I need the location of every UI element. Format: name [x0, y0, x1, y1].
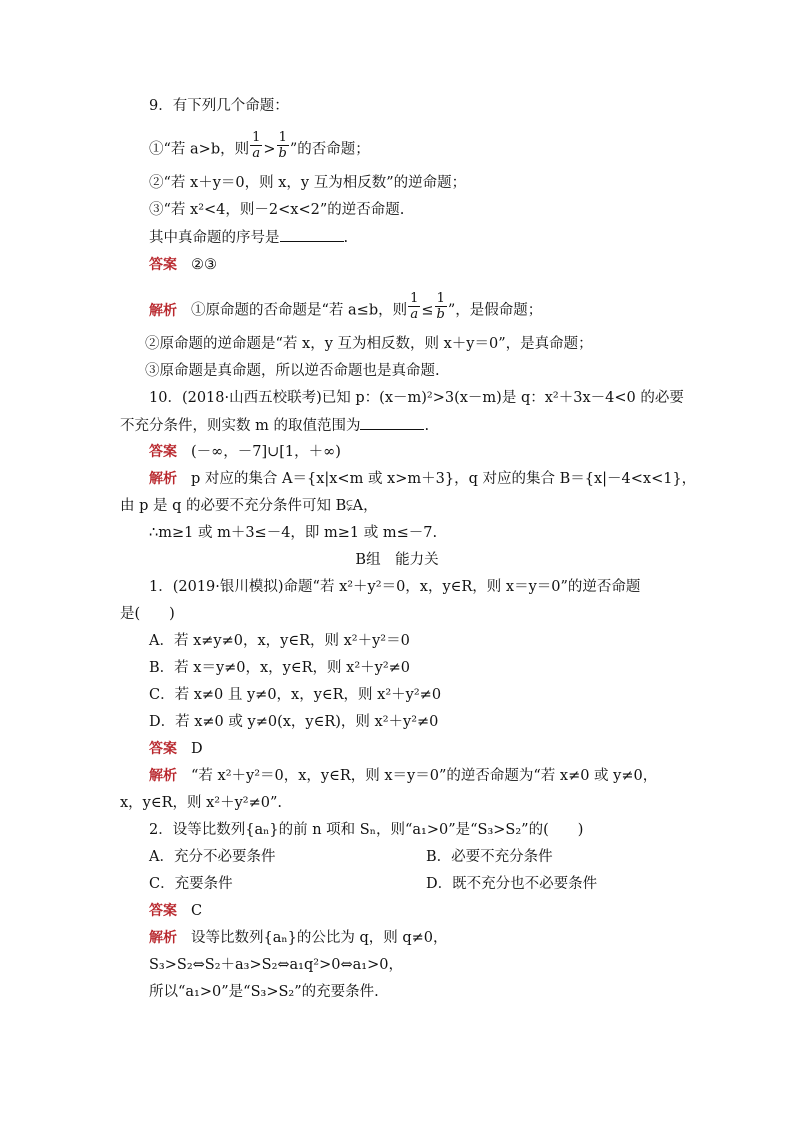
q10-line-1: 10．(2018·山西五校联考)已知 p：(x－m)²>3(x－m)是 q：x²＋3x－4<0 的必要 [149, 390, 684, 406]
q10-line2-text: 不充分条件，则实数 m 的取值范围为 [120, 418, 361, 434]
q9-title: 9．有下列几个命题： [149, 98, 289, 114]
b1-line-2: 是( ) [120, 606, 175, 622]
b2-analysis1-text: 设等比数列{aₙ}的公比为 q，则 q≠0， [191, 930, 448, 946]
q9-analysis1-post: ”，是假命题； [447, 302, 543, 319]
q9-item-2: ②“若 x＋y＝0，则 x，y 互为相反数”的逆命题； [149, 175, 467, 191]
q10-line2-end: . [424, 418, 430, 434]
fraction-numerator: 1 [277, 130, 289, 146]
b2-option-a: A．充分不必要条件 [149, 849, 276, 865]
fraction [250, 130, 262, 161]
q9-prompt-text: 其中真命题的序号是 [149, 230, 280, 246]
b1-option-c: C．若 x≠0 且 y≠0，x，y∈R，则 x²＋y²≠0 [149, 687, 442, 703]
b1-option-a: A．若 x≠y≠0，x，y∈R，则 x²＋y²＝0 [149, 633, 410, 649]
fraction-numerator: 1 [410, 291, 419, 306]
q9-analysis-3: ③原命题是真命题，所以逆否命题也是真命题. [145, 363, 440, 379]
b2-option-c: C．充要条件 [149, 876, 233, 892]
b2-analysis-3: 所以“a₁>0”是“S₃>S₂”的充要条件. [149, 984, 379, 1000]
q9-analysis1-le: ≤ [421, 302, 434, 319]
q9-answer-value: ②③ [191, 257, 217, 273]
fraction-numerator: 1 [435, 291, 447, 307]
b1-analysis-2: x，y∈R，则 x²＋y²≠0”. [120, 795, 283, 811]
q9-prompt-end: . [343, 230, 349, 246]
fraction-denominator: b [278, 146, 287, 161]
q9-item-3: ③“若 x²<4，则－2<x<2”的逆否命题. [149, 202, 405, 218]
answer-label: 答案 [149, 903, 177, 919]
b1-analysis1-text: “若 x²＋y²＝0，x，y∈R，则 x＝y＝0”的逆否命题为“若 x≠0 或 y≠0， [191, 768, 658, 784]
b1-answer-value: D [191, 741, 203, 757]
fraction-denominator: a [252, 146, 261, 161]
b1-option-d: D．若 x≠0 或 y≠0(x，y∈R)，则 x²＋y²≠0 [149, 714, 439, 730]
q10-answer-value: (－∞，－7]∪[1，＋∞) [191, 444, 341, 460]
b2-line-1: 2．设等比数列{aₙ}的前 n 项和 Sₙ，则“a₁>0”是“S₃>S₂”的( ) [149, 822, 584, 838]
q9-answer [149, 255, 217, 275]
section-title: B组 能力关 [355, 552, 439, 568]
answer-label: 答案 [149, 257, 177, 273]
q9-item1-post: ”的否命题； [289, 141, 370, 158]
q10-analysis-2: 由 p 是 q 的必要不充分条件可知 B⫋A， [120, 498, 378, 514]
answer-label: 答案 [149, 741, 177, 757]
b2-analysis-1 [149, 928, 448, 948]
analysis-label: 解析 [149, 930, 177, 946]
b2-analysis-2: S₃>S₂⇔S₂＋a₃>S₂⇔a₁q²>0⇔a₁>0， [149, 957, 403, 973]
b1-answer [149, 739, 203, 759]
q9-item-1 [149, 130, 370, 165]
b1-line-1: 1．(2019·银川模拟)命题“若 x²＋y²＝0，x，y∈R，则 x＝y＝0”的逆否命题 [149, 579, 641, 595]
q10-analysis-1 [149, 469, 696, 489]
analysis-label: 解析 [149, 302, 177, 319]
q10-line-2 [120, 415, 429, 436]
b2-answer [149, 901, 202, 921]
fraction-denominator: a [410, 307, 419, 322]
fraction-numerator: 1 [252, 130, 261, 145]
analysis-label: 解析 [149, 768, 177, 784]
q9-analysis1-pre: ①原命题的否命题是“若 a≤b，则 [191, 302, 408, 319]
answer-blank [360, 415, 424, 430]
q9-analysis-2: ②原命题的逆命题是“若 x，y 互为相反数，则 x＋y＝0”，是真命题； [145, 336, 593, 352]
q9-analysis-1 [149, 291, 543, 326]
q9-prompt [149, 227, 348, 248]
analysis-label: 解析 [149, 471, 177, 487]
b2-answer-value: C [191, 903, 203, 919]
q9-item1-gt: > [263, 141, 276, 158]
q10-analysis-3: ∴m≥1 或 m＋3≤－4，即 m≥1 或 m≤－7. [149, 525, 438, 541]
q10-answer [149, 442, 341, 462]
fraction-denominator: b [436, 307, 445, 322]
answer-blank [280, 227, 344, 242]
b1-analysis-1 [149, 766, 657, 786]
q10-analysis1-text: p 对应的集合 A＝{x|x<m 或 x>m＋3}，q 对应的集合 B＝{x|－4<x<1}， [191, 471, 697, 487]
answer-label: 答案 [149, 444, 177, 460]
q9-item1-pre: ①“若 a>b，则 [149, 141, 250, 158]
fraction [408, 291, 420, 322]
b2-option-b: B．必要不充分条件 [426, 849, 553, 865]
fraction [277, 130, 289, 161]
b1-option-b: B．若 x＝y≠0，x，y∈R，则 x²＋y²≠0 [149, 660, 411, 676]
fraction [435, 291, 447, 322]
b2-option-d: D．既不充分也不必要条件 [426, 876, 598, 892]
